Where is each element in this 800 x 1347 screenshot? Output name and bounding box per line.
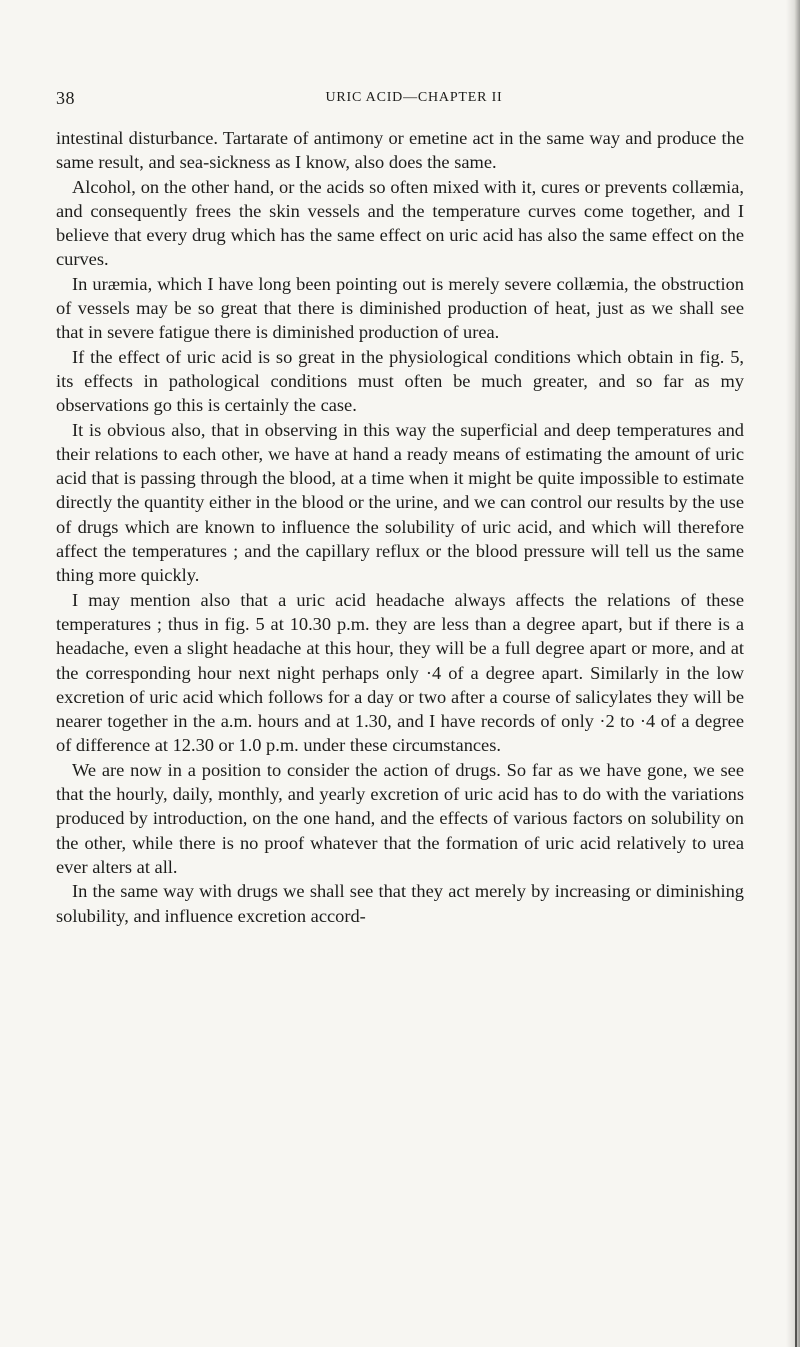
paragraph-1: intestinal disturbance. Tartarate of antimony or emetine act in the same way and produce the same result, and sea-sickness as I know, also does the same. — [56, 128, 744, 173]
paragraph-8: In the same way with drugs we shall see that they act merely by increasing or diminishing solubility, and influence excretion accord- — [56, 881, 744, 926]
paragraph-6: I may mention also that a uric acid headache always affects the relations of these temperatures ; thus in fig. 5 at 10.30 p.m. they are less than a degree apart, but if there is a headache, even a slight headache at this hour, they will be a full degree apart or more, and at the corresponding hour next night perhaps only ·4 of a degree apart. Similarly in the low excretion of uric acid which follows for a day or two after a course of salicylates they will be nearer together in the a.m. hours and at 1.30, and I have records of only ·2 to ·4 of a degree of difference at 12.30 or 1.0 p.m. under these circumstances. — [56, 589, 744, 756]
page-edge-line — [795, 300, 797, 1347]
paragraph-5: It is obvious also, that in observing in this way the superficial and deep temperatures and their relations to each other, we have at hand a ready means of estimating the amount of uric acid that is passing through the blood, at a time when it might be quite impossible to estimate directly the quantity either in the blood or the urine, and we can control our results by the use of drugs which are known to influence the solubility of uric acid, and which will therefore affect the temperatures ; and the capillary reflux or the blood pressure will tell us the same thing more quickly. — [56, 419, 744, 586]
page-edge-shadow — [786, 0, 800, 1347]
page-number: 38 — [56, 88, 75, 108]
page-header — [56, 88, 746, 112]
paragraph-7: We are now in a position to consider the action of drugs. So far as we have gone, we see that the hourly, daily, monthly, and yearly excretion of uric acid has to do with the variations produced by introduction, on the one hand, and the effects of various factors on solubility on the other, while there is no proof whatever that the formation of uric acid relatively to urea ever alters at all. — [56, 759, 744, 877]
paragraph-3: In uræmia, which I have long been pointing out is merely severe collæmia, the obstruction of vessels may be so great that there is diminished production of heat, just as we shall see that in severe fatigue there is diminished production of urea. — [56, 273, 744, 343]
running-title: URIC ACID—CHAPTER II — [325, 90, 503, 105]
body-text — [56, 126, 744, 928]
paragraph-2: Alcohol, on the other hand, or the acids so often mixed with it, cures or prevents collæmia, and consequently frees the skin vessels and the temperature curves come together, and I believe that every drug which has the same effect on uric acid has also the same effect on the curves. — [56, 176, 744, 270]
paragraph-4: If the effect of uric acid is so great in the physiological conditions which obtain in fig. 5, its effects in pathological conditions must often be much greater, and so far as my observations go this is certainly the case. — [56, 346, 744, 416]
